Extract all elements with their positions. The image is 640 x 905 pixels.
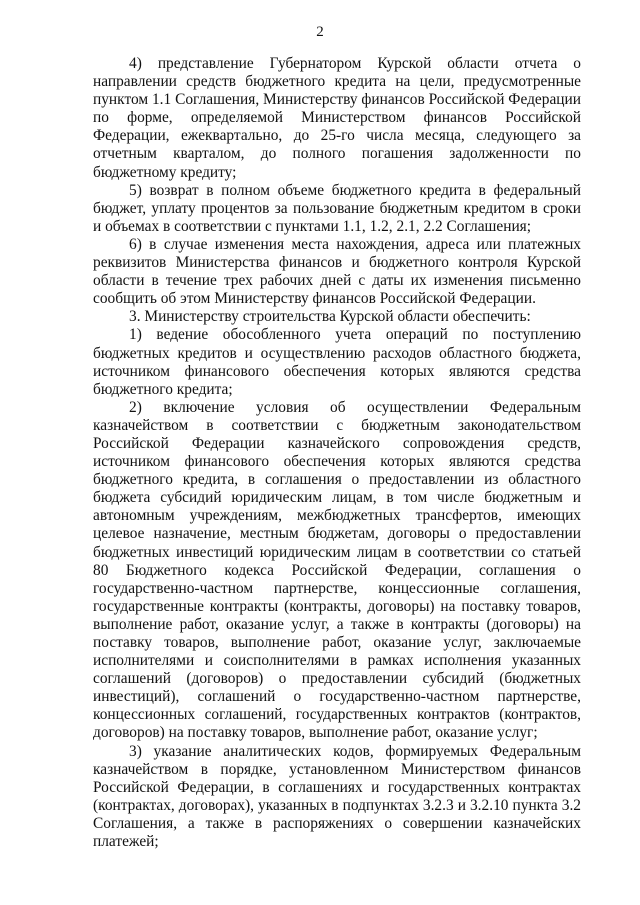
paragraph-section-3-heading: 3. Министерству строительства Курской области обеспечить: [129, 308, 531, 326]
page-number: 2 [316, 24, 324, 40]
paragraph-treasury-support: 2) включение условия об осуществлении Федеральным казначейством в соответствии с бюджетным законодательством Российской Федерации казначейского сопровождения средств, источником финансового обеспечения которых являются средства бюджетного кредита, в соглашения о предоставлении из областного бюджета субсидий юридическим лицам, в том числе бюджетным и автономным учреждениям, межбюджетных трансфертов, имеющих целевое назначение, местным бюджетам, договоры о предоставлении бюджетных инвестиций юридическим лицам в соответствии со статьей 80 Бюджетного кодекса Российской Федерации, соглашения о государственно-частном партнерстве, концессионные соглашения, государственные контракты (контракты, договоры) на поставку товаров, выполнение работ, оказание услуг, а также в контракты (договоры) на поставку товаров, выполнение работ, оказание услуг, заключаемые исполнителями и соисполнителями в рамках исполнения указанных соглашений (договоров) о предоставлении субсидий (бюджетных инвестиций), соглашений о государственно-частном партнерстве, концессионных соглашений, государственных контрактов (контрактов, договоров) на поставку товаров, выполнение работ, оказание услуг; [93, 398, 581, 742]
paragraph-separate-accounting: 1) ведение обособленного учета операций по поступлению бюджетных кредитов и осуществлению расходов областного бюджета, источником финансового обеспечения которых являются средства бюджетного кредита; [93, 326, 581, 398]
paragraph-item-6-requisites-change: 6) в случае изменения места нахождения, адреса или платежных реквизитов Министерства финансов и бюджетного контроля Курской области в течение трех рабочих дней с даты их изменения письменно сообщить об этом Министерству финансов Российской Федерации. [93, 235, 581, 308]
paragraph-item-4-report: 4) представление Губернатором Курской области отчета о направлении средств бюджетного кредита на цели, предусмотренные пунктом 1.1 Соглашения, Министерству финансов Российской Федерации по форме, определяемой Министерством финансов Российской Федерации, ежеквартально, до 25-го числа месяца, следующего за отчетным кварталом, до полного погашения задолженности по бюджетному кредиту; [93, 55, 581, 181]
document-body [93, 55, 581, 851]
paragraph-analytical-codes: 3) указание аналитических кодов, формируемых Федеральным казначейством в порядке, установленном Министерством финансов Российской Федерации, в соглашениях и государственных контрактах (контрактах, договорах), указанных в подпунктах 3.2.3 и 3.2.10 пункта 3.2 Соглашения, а также в распоряжениях о совершении казначейских платежей; [93, 742, 581, 851]
paragraph-item-5-repayment: 5) возврат в полном объеме бюджетного кредита в федеральный бюджет, уплату процентов за пользование бюджетным кредитом в сроки и объемах в соответствии с пунктами 1.1, 1.2, 2.1, 2.2 Соглашения; [93, 181, 581, 235]
